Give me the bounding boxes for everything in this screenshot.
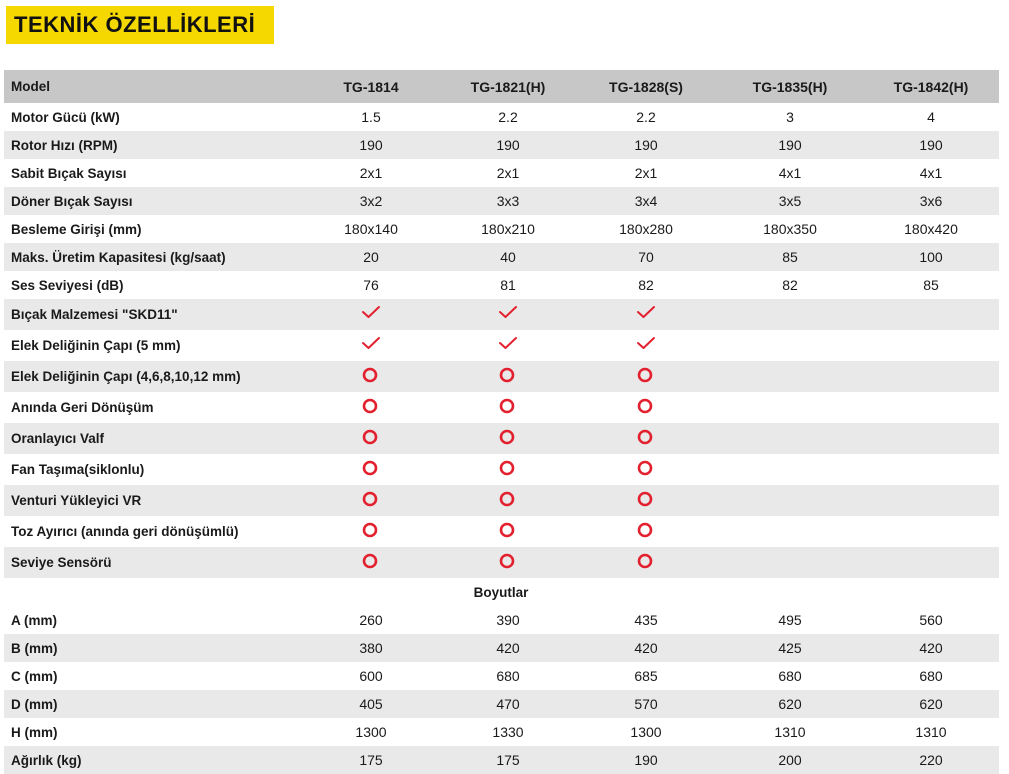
table-row	[4, 662, 999, 690]
table-row	[4, 392, 999, 423]
circle-icon	[498, 428, 518, 446]
table-cell: 1330	[492, 724, 524, 740]
row-label: Oranlayıcı Valf	[11, 431, 105, 446]
circle-icon	[361, 552, 381, 570]
table-cell: 680	[496, 668, 520, 684]
table-cell: 81	[500, 277, 516, 293]
table-cell: 200	[778, 752, 802, 768]
table-cell: 190	[778, 137, 802, 153]
table-cell: 260	[359, 612, 383, 628]
circle-icon	[498, 552, 518, 570]
table-cell: 3x3	[496, 193, 520, 209]
table-row	[4, 690, 999, 718]
table-cell: 1300	[355, 724, 387, 740]
table-cell	[448, 335, 568, 356]
table-cell	[448, 428, 568, 449]
dimensions-section-row	[4, 578, 999, 606]
table-cell: 190	[359, 137, 383, 153]
table-cell: 680	[919, 668, 943, 684]
table-cell: 560	[919, 612, 943, 628]
table-cell: 420	[634, 640, 658, 656]
checkmark-icon	[361, 304, 381, 322]
checkmark-icon	[636, 335, 656, 353]
table-cell: 435	[634, 612, 658, 628]
table-cell: 680	[778, 668, 802, 684]
table-cell	[448, 490, 568, 511]
table-cell: 180x140	[344, 221, 398, 237]
table-cell	[311, 335, 431, 356]
circle-icon	[498, 459, 518, 477]
dimensions-title: Boyutlar	[473, 584, 529, 600]
table-cell	[586, 335, 706, 356]
table-row	[4, 516, 999, 547]
table-row	[4, 215, 999, 243]
table-cell	[448, 521, 568, 542]
table-row	[4, 634, 999, 662]
table-cell	[311, 459, 431, 480]
row-label: Sabit Bıçak Sayısı	[11, 165, 127, 181]
table-cell: 190	[634, 752, 658, 768]
circle-icon	[636, 366, 656, 384]
row-label: Elek Deliğinin Çapı (4,6,8,10,12 mm)	[11, 369, 241, 384]
table-header-row	[4, 70, 999, 103]
table-cell: 180x420	[904, 221, 958, 237]
table-cell: 82	[782, 277, 798, 293]
table-cell: 425	[778, 640, 802, 656]
table-row	[4, 746, 999, 774]
table-cell: 470	[496, 696, 520, 712]
row-label: Besleme Girişi (mm)	[11, 221, 142, 237]
row-label: Elek Deliğinin Çapı (5 mm)	[11, 338, 181, 353]
page-title: TEKNİK ÖZELLİKLERİ	[6, 6, 274, 44]
row-label: H (mm)	[11, 724, 58, 740]
table-row	[4, 423, 999, 454]
circle-icon	[498, 490, 518, 508]
circle-icon	[636, 490, 656, 508]
model-header: TG-1814	[343, 78, 399, 95]
table-row	[4, 718, 999, 746]
row-label: Venturi Yükleyici VR	[11, 493, 142, 508]
table-cell: 175	[359, 752, 383, 768]
row-label: Ses Seviyesi (dB)	[11, 277, 124, 293]
table-cell: 390	[496, 612, 520, 628]
circle-icon	[361, 397, 381, 415]
spec-table	[4, 70, 999, 774]
table-row	[4, 131, 999, 159]
table-cell: 620	[919, 696, 943, 712]
table-cell	[586, 490, 706, 511]
table-cell	[586, 304, 706, 325]
table-cell: 495	[778, 612, 802, 628]
table-cell: 70	[638, 249, 654, 265]
table-cell: 2x1	[496, 165, 520, 181]
circle-icon	[498, 521, 518, 539]
table-cell: 180x280	[619, 221, 673, 237]
table-cell: 2x1	[634, 165, 658, 181]
checkmark-icon	[636, 304, 656, 322]
row-label: Bıçak Malzemesi "SKD11"	[11, 307, 178, 322]
table-cell: 420	[919, 640, 943, 656]
table-cell: 600	[359, 668, 383, 684]
table-cell: 570	[634, 696, 658, 712]
table-cell: 190	[919, 137, 943, 153]
table-row	[4, 330, 999, 361]
table-cell: 220	[919, 752, 943, 768]
table-row	[4, 485, 999, 516]
circle-icon	[498, 397, 518, 415]
table-cell: 2.2	[498, 109, 518, 125]
table-cell	[448, 459, 568, 480]
table-cell	[311, 397, 431, 418]
checkmark-icon	[361, 335, 381, 353]
table-row	[4, 159, 999, 187]
table-cell: 405	[359, 696, 383, 712]
table-cell: 3x2	[359, 193, 383, 209]
table-cell: 82	[638, 277, 654, 293]
model-header: TG-1842(H)	[893, 78, 969, 95]
model-header: TG-1821(H)	[470, 78, 546, 95]
table-row	[4, 271, 999, 299]
table-cell: 2.2	[636, 109, 656, 125]
table-cell: 40	[500, 249, 516, 265]
table-cell	[586, 521, 706, 542]
table-cell: 3x5	[778, 193, 802, 209]
table-cell: 76	[363, 277, 379, 293]
table-cell: 420	[496, 640, 520, 656]
table-cell	[448, 366, 568, 387]
row-label: Döner Bıçak Sayısı	[11, 193, 133, 209]
circle-icon	[361, 428, 381, 446]
table-cell: 85	[782, 249, 798, 265]
model-header: TG-1828(S)	[609, 78, 683, 95]
table-cell: 20	[363, 249, 379, 265]
table-row	[4, 606, 999, 634]
row-label: Seviye Sensörü	[11, 555, 112, 570]
table-cell: 2x1	[359, 165, 383, 181]
circle-icon	[636, 428, 656, 446]
table-cell	[448, 304, 568, 325]
circle-icon	[636, 552, 656, 570]
circle-icon	[361, 490, 381, 508]
table-cell: 380	[359, 640, 383, 656]
table-row	[4, 299, 999, 330]
table-cell: 1310	[915, 724, 947, 740]
table-cell: 100	[919, 249, 943, 265]
table-cell	[586, 552, 706, 573]
table-cell	[311, 304, 431, 325]
table-row	[4, 243, 999, 271]
model-header: TG-1835(H)	[752, 78, 828, 95]
table-row	[4, 454, 999, 485]
table-cell: 190	[634, 137, 658, 153]
table-cell: 3x4	[634, 193, 658, 209]
table-cell	[448, 552, 568, 573]
table-cell: 620	[778, 696, 802, 712]
table-cell: 685	[634, 668, 658, 684]
circle-icon	[361, 521, 381, 539]
table-cell: 4x1	[778, 165, 802, 181]
row-label: D (mm)	[11, 696, 58, 712]
checkmark-icon	[498, 335, 518, 353]
table-row	[4, 547, 999, 578]
row-label: Maks. Üretim Kapasitesi (kg/saat)	[11, 249, 226, 265]
table-cell: 190	[496, 137, 520, 153]
model-header-label: Model	[11, 79, 50, 94]
checkmark-icon	[498, 304, 518, 322]
row-label: Anında Geri Dönüşüm	[11, 400, 154, 415]
table-cell	[586, 459, 706, 480]
table-cell	[311, 552, 431, 573]
row-label: B (mm)	[11, 640, 58, 656]
table-cell: 175	[496, 752, 520, 768]
table-cell	[311, 428, 431, 449]
table-cell: 180x350	[763, 221, 817, 237]
table-cell: 3x6	[919, 193, 943, 209]
table-row	[4, 187, 999, 215]
circle-icon	[498, 366, 518, 384]
table-cell	[311, 366, 431, 387]
table-cell	[586, 397, 706, 418]
table-row	[4, 103, 999, 131]
table-cell	[448, 397, 568, 418]
table-cell: 85	[923, 277, 939, 293]
circle-icon	[636, 521, 656, 539]
row-label: Motor Gücü (kW)	[11, 109, 120, 125]
table-cell	[311, 521, 431, 542]
row-label: A (mm)	[11, 612, 57, 628]
table-cell: 180x210	[481, 221, 535, 237]
table-cell	[586, 366, 706, 387]
table-cell: 1300	[630, 724, 662, 740]
table-cell: 3	[786, 109, 794, 125]
row-label: Ağırlık (kg)	[11, 752, 82, 768]
circle-icon	[636, 397, 656, 415]
row-label: C (mm)	[11, 668, 58, 684]
table-cell: 4x1	[919, 165, 943, 181]
circle-icon	[361, 366, 381, 384]
table-cell: 4	[927, 109, 935, 125]
table-row	[4, 361, 999, 392]
table-cell	[311, 490, 431, 511]
circle-icon	[636, 459, 656, 477]
table-cell: 1.5	[361, 109, 381, 125]
row-label: Toz Ayırıcı (anında geri dönüşümlü)	[11, 524, 239, 539]
row-label: Rotor Hızı (RPM)	[11, 137, 118, 153]
table-cell: 1310	[774, 724, 806, 740]
row-label: Fan Taşıma(siklonlu)	[11, 462, 145, 477]
circle-icon	[361, 459, 381, 477]
table-cell	[586, 428, 706, 449]
